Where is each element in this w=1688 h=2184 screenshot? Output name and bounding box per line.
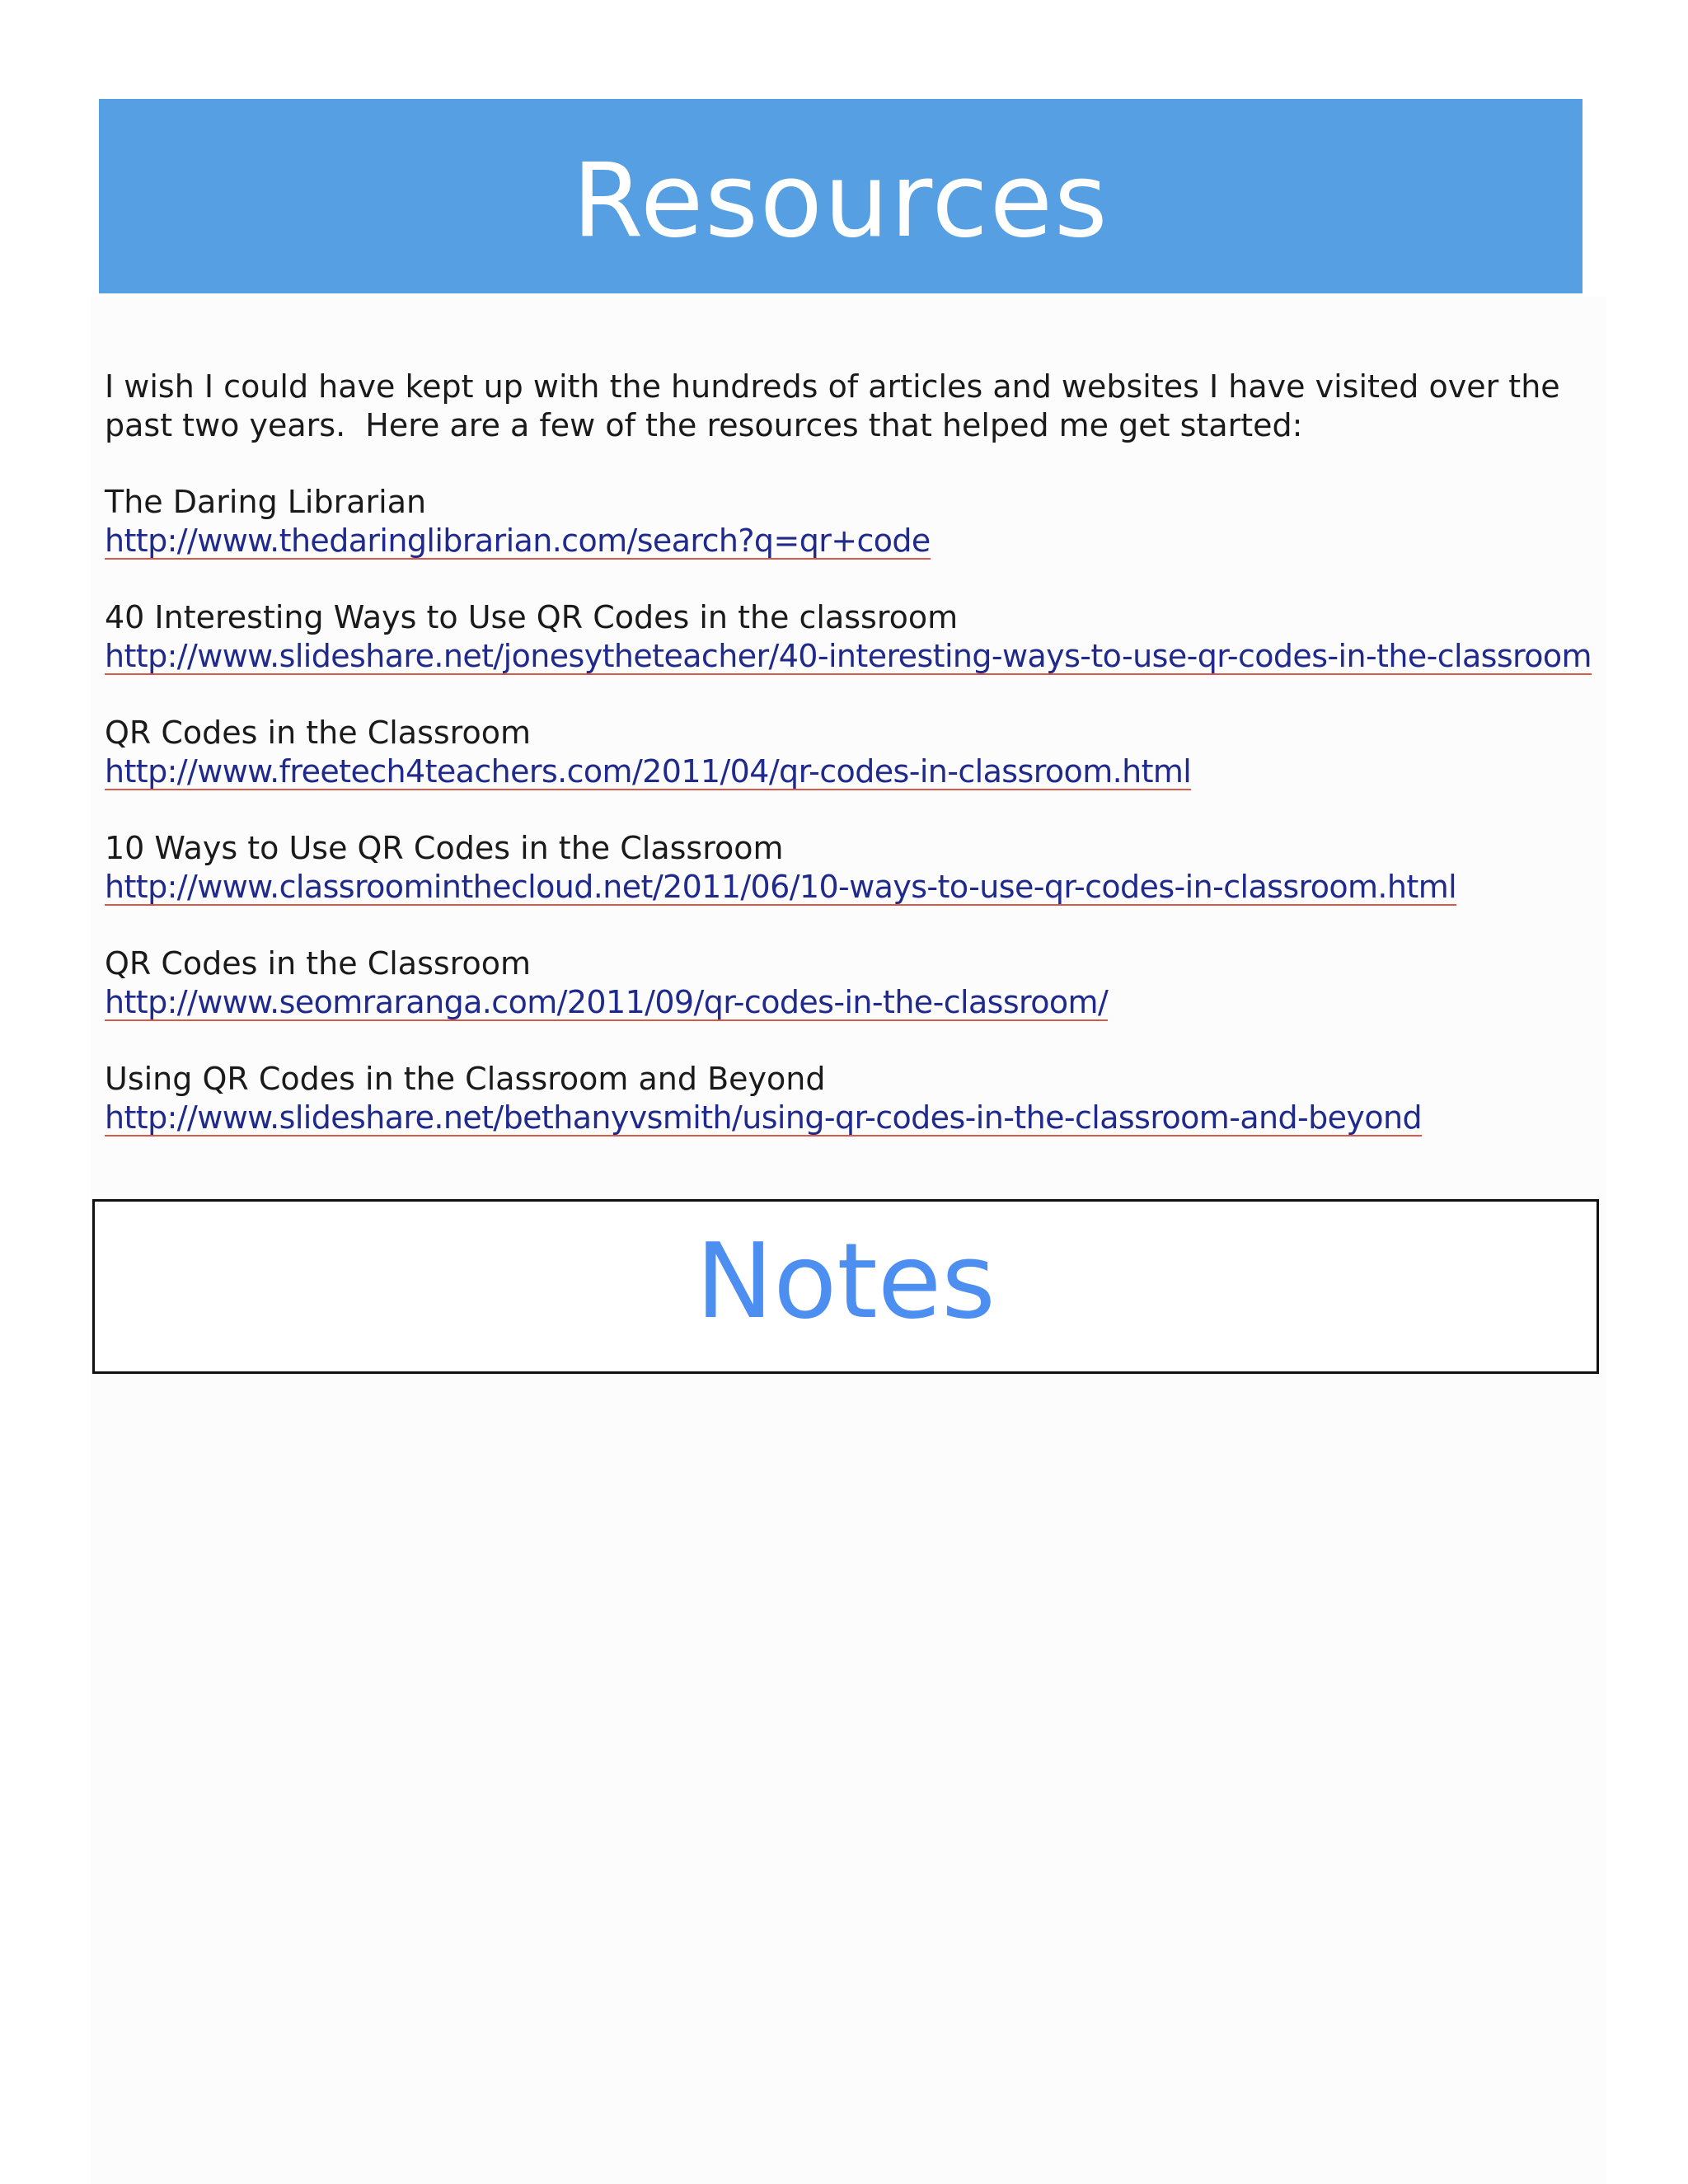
resource-title: 40 Interesting Ways to Use QR Codes in the classroom — [105, 599, 959, 635]
resource-link[interactable]: http://www.slideshare.net/bethanyvsmith/using-qr-codes-in-the-classroom-and-beyond — [105, 1099, 1422, 1136]
resource-item — [105, 598, 1613, 676]
resource-link[interactable]: http://www.thedaringlibrarian.com/search?q=qr+code — [105, 523, 931, 559]
title-banner — [99, 99, 1582, 293]
notes-box — [92, 1199, 1599, 1374]
resource-title: QR Codes in the Classroom — [105, 715, 531, 751]
resources-content — [105, 368, 1613, 1175]
resource-item — [105, 829, 1613, 907]
resource-title: The Daring Librarian — [105, 484, 427, 520]
notes-title: Notes — [696, 1221, 996, 1342]
resource-title: QR Codes in the Classroom — [105, 945, 531, 982]
resource-item — [105, 483, 1613, 560]
page-title: Resources — [572, 142, 1109, 260]
resource-link[interactable]: http://www.seomraranga.com/2011/09/qr-codes-in-the-classroom/ — [105, 984, 1109, 1020]
resource-link[interactable]: http://www.classroominthecloud.net/2011/06/10-ways-to-use-qr-codes-in-classroom.html — [105, 869, 1457, 905]
resource-item — [105, 714, 1613, 791]
resource-title: Using QR Codes in the Classroom and Beyond — [105, 1061, 826, 1097]
resource-item — [105, 944, 1613, 1022]
resource-item — [105, 1060, 1613, 1137]
resource-title: 10 Ways to Use QR Codes in the Classroom — [105, 830, 784, 866]
intro-paragraph: I wish I could have kept up with the hundreds of articles and websites I have visited over the past two years. Here are a few of the resources that helped me get started: — [105, 368, 1570, 443]
resource-link[interactable]: http://www.freetech4teachers.com/2011/04/qr-codes-in-classroom.html — [105, 753, 1192, 790]
resource-link[interactable]: http://www.slideshare.net/jonesytheteacher/40-interesting-ways-to-use-qr-codes-in-the-classroom — [105, 638, 1592, 674]
